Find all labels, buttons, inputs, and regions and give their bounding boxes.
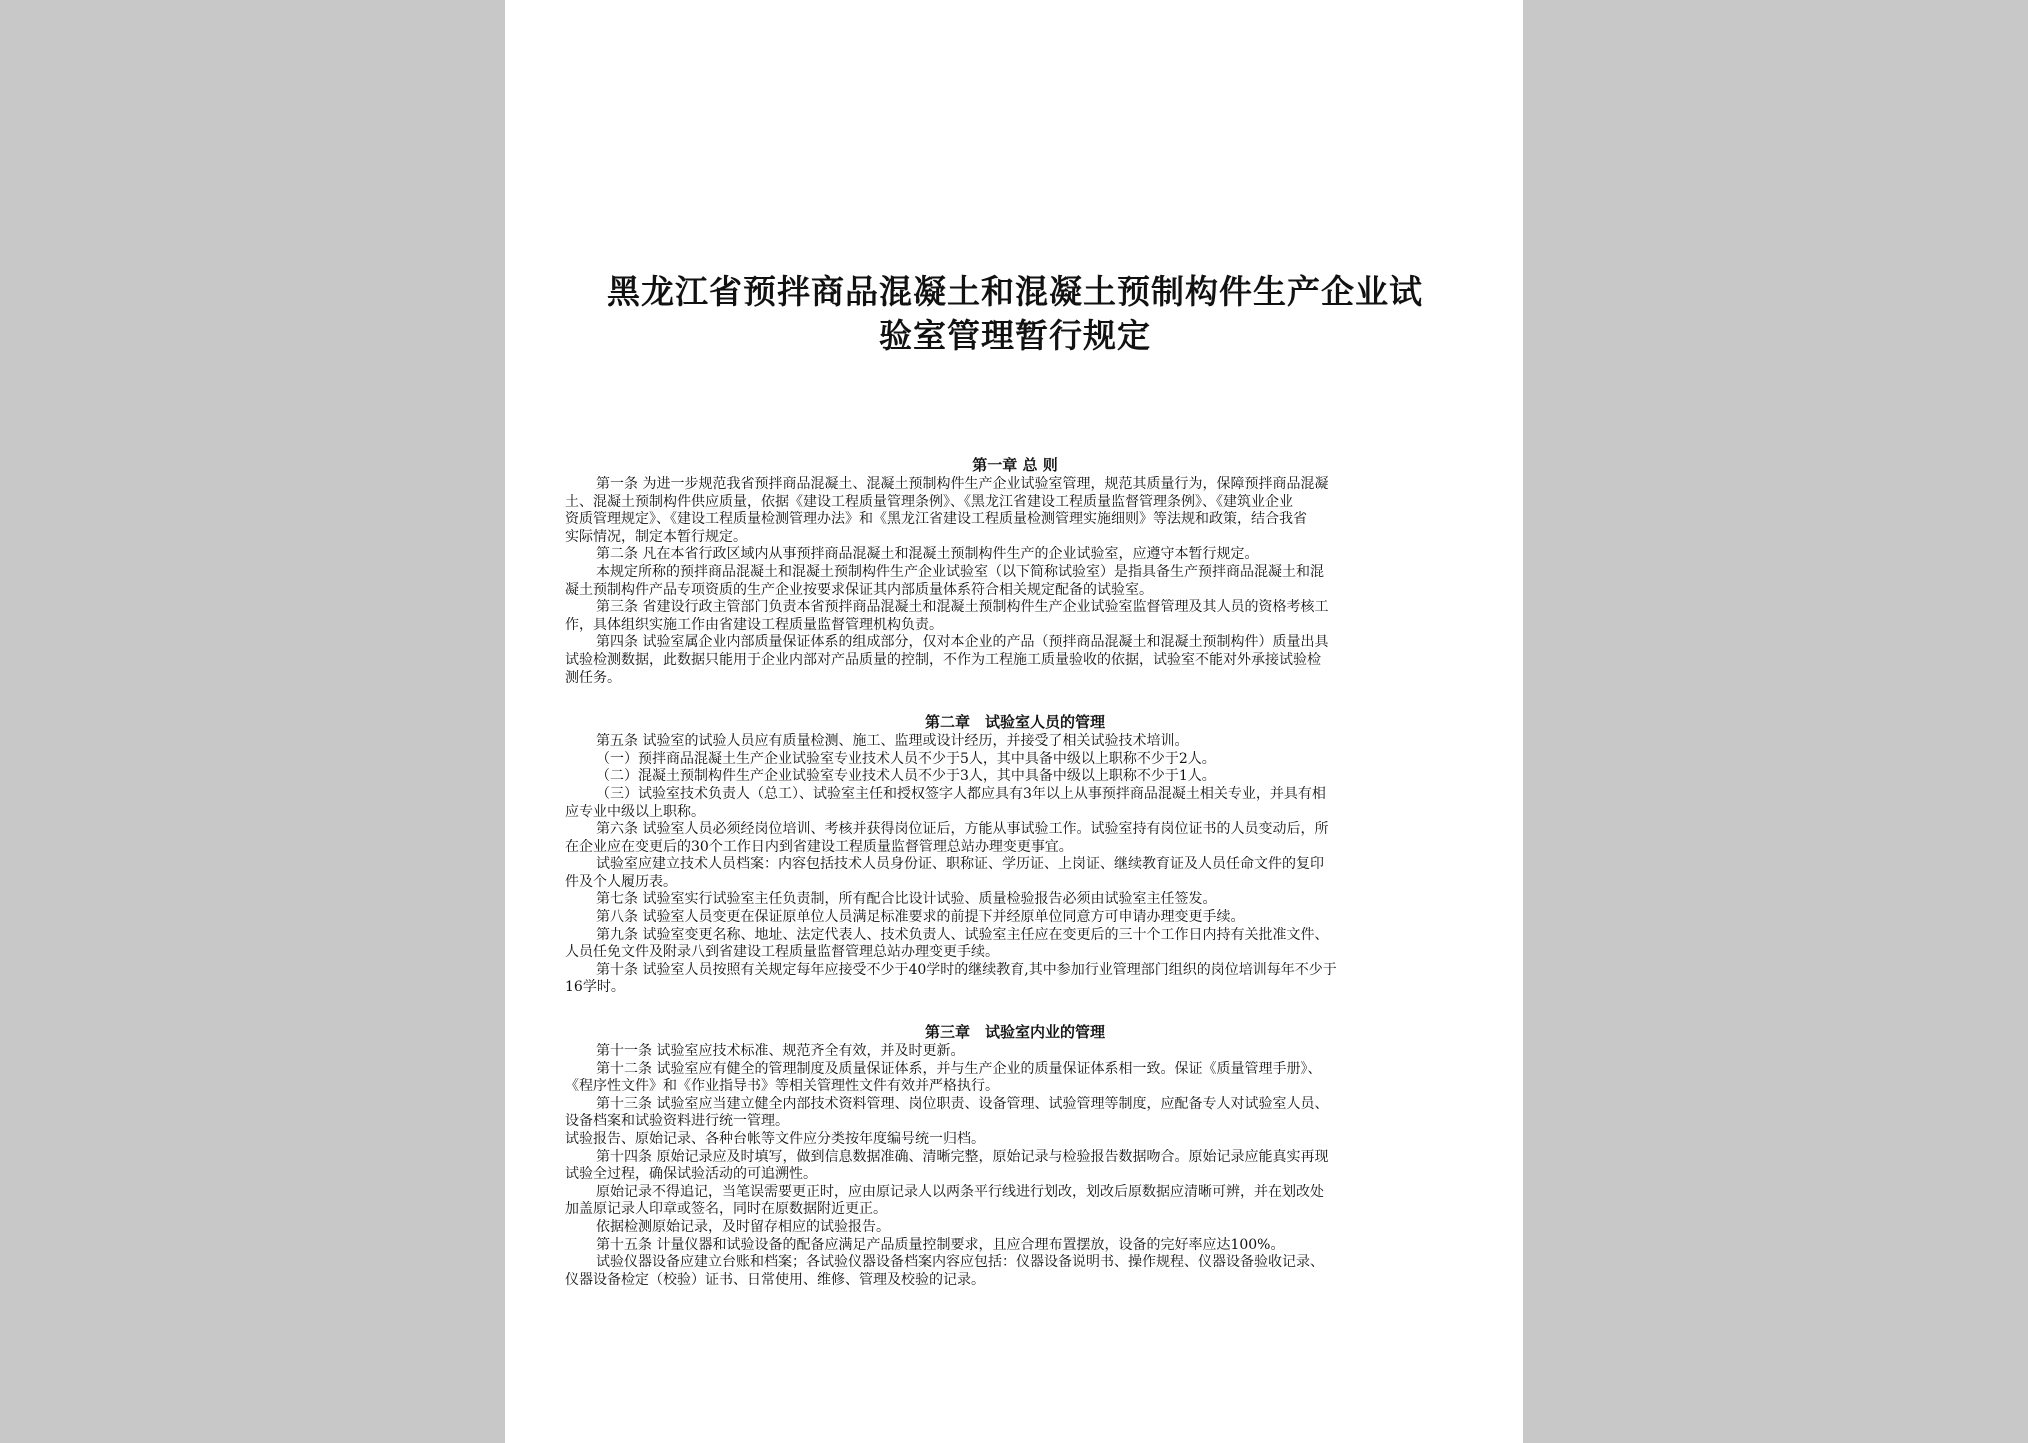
chapter-section [565,713,1465,997]
text-line: 第八条 试验室人员变更在保证原单位人员满足标准要求的前提下并经原单位同意方可申请办理变更手续。 [596,909,1245,926]
text-line: 第十条 试验室人员按照有关规定每年应接受不少于40学时的继续教育,其中参加行业管理部门组织的岗位培训每年不少于 [596,961,1337,978]
chapter-heading: 第一章 总 则 [972,456,1058,474]
chapter-heading: 第三章 试验室内业的管理 [924,1023,1105,1042]
text-line: 测任务。 [565,669,621,686]
text-line: 试验仪器设备应建立台账和档案；各试验仪器设备档案内容应包括：仪器设备说明书、操作规程、仪器设备验收记录、 [596,1254,1324,1271]
text-line: 仪器设备检定（校验）证书、日常使用、维修、管理及校验的记录。 [565,1271,985,1288]
text-line: 设备档案和试验资料进行统一管理。 [565,1113,789,1130]
document-page [505,0,1523,1443]
text-line: 试验检测数据，此数据只能用于企业内部对产品质量的控制，不作为工程施工质量验收的依据，试验室不能对外承接试验检 [565,651,1321,668]
text-line: 第三条 省建设行政主管部门负责本省预拌商品混凝土和混凝土预制构件生产企业试验室监督管理及其人员的资格考核工 [596,599,1329,616]
text-line: 第六条 试验室人员必须经岗位培训、考核并获得岗位证后，方能从事试验工作。试验室持有岗位证书的人员变动后，所 [596,821,1329,838]
chapter-heading: 第二章 试验室人员的管理 [924,713,1105,732]
text-line: 资质管理规定》、《建设工程质量检测管理办法》和《黑龙江省建设工程质量检测管理实施细则》等法规和政策，结合我省 [565,511,1307,528]
text-line: 第二条 凡在本省行政区域内从事预拌商品混凝土和混凝土预制构件生产的企业试验室，应遵守本暂行规定。 [596,546,1259,563]
text-line: 试验室应建立技术人员档案：内容包括技术人员身份证、职称证、学历证、上岗证、继续教育证及人员任命文件的复印 [596,856,1324,873]
text-line: 人员任免文件及附录八到省建设工程质量监督管理总站办理变更手续。 [565,944,999,961]
text-line: 依据检测原始记录，及时留存相应的试验报告。 [596,1218,890,1235]
text-line: 第十一条 试验室应技术标准、规范齐全有效，并及时更新。 [596,1043,965,1060]
text-line: 件及个人履历表。 [565,873,677,890]
text-line: （二）混凝土预制构件生产企业试验室专业技术人员不少于3人，其中具备中级以上职称不少于1人。 [596,768,1216,785]
text-line: 《程序性文件》和《作业指导书》等相关管理性文件有效并严格执行。 [565,1078,999,1095]
text-line: 第十五条 计量仪器和试验设备的配备应满足产品质量控制要求，且应合理布置摆放，设备的完好率应达100%。 [596,1236,1285,1253]
text-line: 16学时。 [565,979,625,996]
text-line: 在企业应在变更后的30个工作日内到省建设工程质量监督管理总站办理变更事宜。 [565,838,1073,855]
text-line: 实际情况，制定本暂行规定。 [565,528,747,545]
title-line: 验室管理暂行规定 [879,316,1151,355]
title-line: 黑龙江省预拌商品混凝土和混凝土预制构件生产企业试 [607,272,1423,311]
chapter-section [565,456,1465,687]
text-line: 第五条 试验室的试验人员应有质量检测、施工、监理或设计经历，并接受了相关试验技术培训。 [596,733,1189,750]
document-title [565,270,1465,358]
text-line: （一）预拌商品混凝土生产企业试验室专业技术人员不少于5人，其中具备中级以上职称不少于2人。 [596,750,1216,767]
text-line: 原始记录不得追记，当笔误需要更正时，应由原记录人以两条平行线进行划改，划改后原数据应清晰可辨，并在划改处 [596,1183,1324,1200]
chapter-section [565,1023,1465,1289]
text-line: 本规定所称的预拌商品混凝土和混凝土预制构件生产企业试验室（以下简称试验室）是指具备生产预拌商品混凝土和混 [596,563,1324,580]
text-line: 应专业中级以上职称。 [565,803,705,820]
text-line: 土、混凝土预制构件供应质量，依据《建设工程质量管理条例》、《黑龙江省建设工程质量监督管理条例》、《建筑业企业 [565,493,1293,510]
text-line: 试验报告、原始记录、各种台帐等文件应分类按年度编号统一归档。 [565,1131,985,1147]
text-line: 试验全过程，确保试验活动的可追溯性。 [565,1166,817,1183]
text-line: 第九条 试验室变更名称、地址、法定代表人、技术负责人、试验室主任应在变更后的三十个工作日内持有关批准文件、 [596,926,1329,943]
text-line: 第十二条 试验室应有健全的管理制度及质量保证体系，并与生产企业的质量保证体系相一致。保证《质量管理手册》、 [596,1060,1322,1077]
text-line: 加盖原记录人印章或签名，同时在原数据附近更正。 [565,1201,887,1218]
text-line: 作，具体组织实施工作由省建设工程质量监督管理机构负责。 [565,616,943,633]
text-line: 第十三条 试验室应当建立健全内部技术资料管理、岗位职责、设备管理、试验管理等制度，应配备专人对试验室人员、 [596,1095,1329,1112]
text-line: 凝土预制构件产品专项资质的生产企业按要求保证其内部质量体系符合相关规定配备的试验室。 [565,581,1153,598]
text-line: 第十四条 原始记录应及时填写，做到信息数据准确、清晰完整，原始记录与检验报告数据吻合。原始记录应能真实再现 [596,1148,1329,1165]
text-line: 第七条 试验室实行试验室主任负责制，所有配合比设计试验、质量检验报告必须由试验室主任签发。 [596,891,1217,908]
text-line: 第四条 试验室属企业内部质量保证体系的组成部分，仅对本企业的产品（预拌商品混凝土和混凝土预制构件）质量出具 [596,634,1329,651]
document-body [565,456,1465,1289]
text-line: （三）试验室技术负责人（总工）、试验室主任和授权签字人都应具有3年以上从事预拌商品混凝土相关专业，并具有相 [596,785,1326,802]
text-line: 第一条 为进一步规范我省预拌商品混凝土、混凝土预制构件生产企业试验室管理，规范其质量行为，保障预拌商品混凝 [596,476,1329,492]
